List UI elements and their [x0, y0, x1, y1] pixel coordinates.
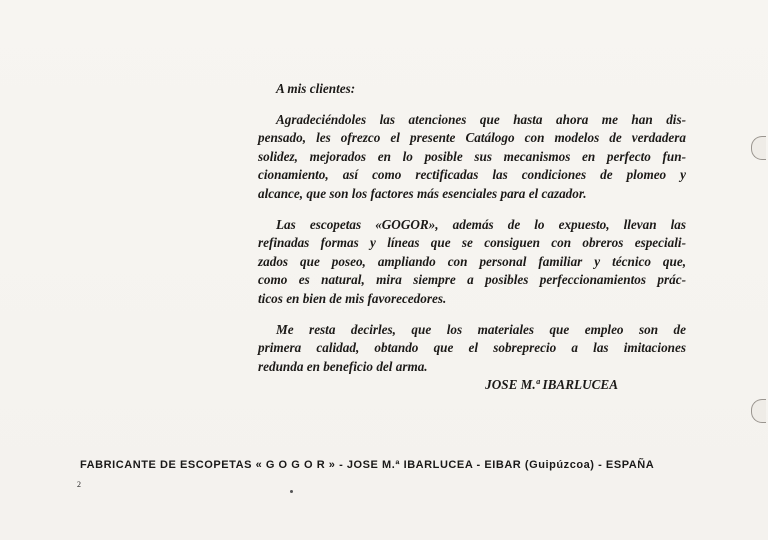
paragraph-line: cionamiento, así como rectificadas las condiciones de plomeo y	[258, 167, 686, 183]
page-number: 2	[77, 480, 81, 489]
ink-dot	[290, 490, 293, 493]
letter-paragraph-3	[258, 321, 686, 377]
footer-manufacturer-line: FABRICANTE DE ESCOPETAS « G O G O R » - JOSE M.ª IBARLUCEA - EIBAR (Guipúzcoa) - ESPAÑA	[80, 459, 655, 471]
paragraph-line: Las escopetas «GOGOR», además de lo expuesto, llevan las	[276, 216, 686, 232]
letter-paragraph-2	[258, 216, 686, 309]
paragraph-line: alcance, que son los factores más esenciales para el cazador.	[258, 185, 587, 201]
paragraph-line: primera calidad, obtando que el sobreprecio a las imitaciones	[258, 340, 686, 356]
letter-paragraph-1	[258, 111, 686, 204]
paragraph-line: redunda en beneficio del arma.	[258, 358, 428, 374]
paragraph-line: refinadas formas y líneas que se consiguen con obreros especiali-	[258, 235, 686, 251]
letter-greeting: A mis clientes:	[276, 81, 356, 96]
paragraph-line: ticos en bien de mis favorecedores.	[258, 290, 447, 306]
letter-body	[258, 80, 686, 395]
paragraph-line: zados que poseo, ampliando con personal familiar y técnico que,	[258, 253, 686, 269]
paragraph-line: Me resta decirles, que los materiales que empleo son de	[276, 321, 686, 337]
paragraph-line: pensado, les ofrezco el presente Catálogo con modelos de verdadera	[258, 130, 686, 146]
paragraph-line: como es natural, mira siempre a posibles perfeccionamientos prác-	[258, 272, 686, 288]
letter-signature: JOSE M.ª IBARLUCEA	[485, 377, 618, 393]
paragraph-line: Agradeciéndoles las atenciones que hasta ahora me han dis-	[276, 111, 686, 127]
paragraph-line: solidez, mejorados en lo posible sus mecanismos en perfecto fun-	[258, 148, 686, 164]
binder-punch-hole-top	[751, 136, 766, 160]
binder-punch-hole-bottom	[751, 399, 766, 423]
